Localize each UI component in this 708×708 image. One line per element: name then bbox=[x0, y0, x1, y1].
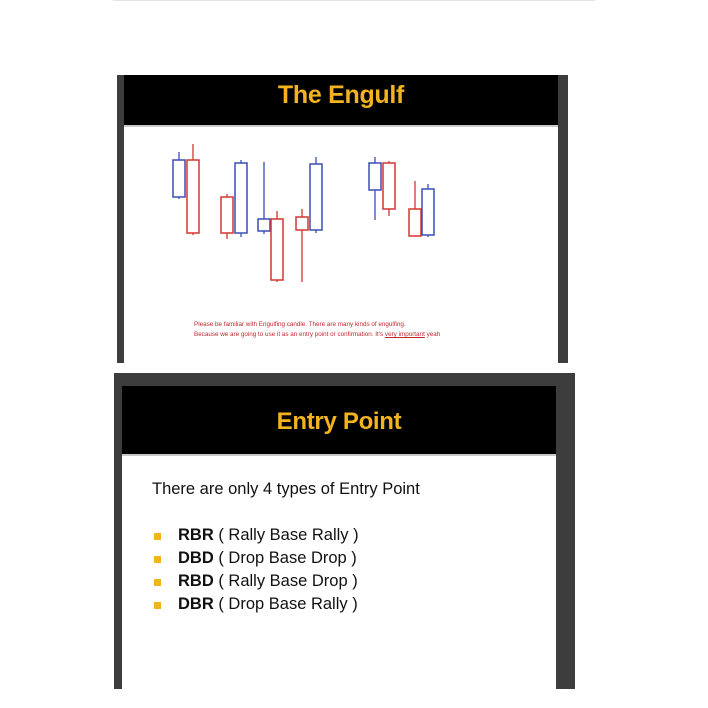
square-bullet-icon bbox=[154, 533, 161, 540]
slide-title: Entry Point bbox=[276, 408, 402, 435]
slide-title-bar bbox=[124, 75, 558, 125]
entry-code: RBR bbox=[178, 526, 214, 544]
entry-desc: ( Rally Base Drop ) bbox=[213, 572, 358, 590]
square-bullet-icon bbox=[154, 579, 161, 586]
candle-pair-5 bbox=[369, 157, 395, 220]
entry-desc: ( Drop Base Rally ) bbox=[213, 595, 358, 613]
note-line-2-prefix: Because we are going to use it as an entry point or confirmation. It's bbox=[194, 331, 385, 338]
candle-pair-1 bbox=[173, 144, 199, 235]
list-item bbox=[152, 549, 359, 572]
candle-pair-6 bbox=[409, 181, 434, 237]
entry-desc: ( Drop Base Drop ) bbox=[213, 549, 357, 567]
entry-code: DBR bbox=[178, 595, 214, 613]
entry-list bbox=[152, 526, 359, 618]
slide-the-engulf bbox=[117, 75, 568, 363]
engulf-note bbox=[194, 320, 440, 340]
square-bullet-icon bbox=[154, 602, 161, 609]
note-emphasis: very important bbox=[384, 331, 425, 338]
entry-code: RBD bbox=[178, 572, 214, 590]
slide-content bbox=[124, 125, 558, 363]
slide-title-bar bbox=[122, 386, 556, 454]
note-line-2-suffix: yeah bbox=[424, 331, 441, 338]
slide-title: The Engulf bbox=[277, 81, 405, 109]
entry-intro: There are only 4 types of Entry Point bbox=[152, 480, 420, 498]
list-item bbox=[152, 526, 359, 549]
top-divider bbox=[113, 0, 595, 1]
list-item bbox=[152, 572, 359, 595]
slide-content bbox=[122, 454, 556, 689]
square-bullet-icon bbox=[154, 556, 161, 563]
entry-desc: ( Rally Base Rally ) bbox=[213, 526, 359, 544]
list-item bbox=[152, 595, 359, 618]
note-line-2 bbox=[194, 330, 440, 340]
candle-pair-4 bbox=[296, 157, 322, 282]
slide-entry-point bbox=[114, 373, 575, 689]
candle-pair-2 bbox=[221, 160, 247, 239]
note-line-1: Please be familiar with Engulfing candle. There are many kinds of engulfing. bbox=[194, 321, 406, 328]
candle-pair-3 bbox=[258, 162, 283, 282]
entry-code: DBD bbox=[178, 549, 214, 567]
